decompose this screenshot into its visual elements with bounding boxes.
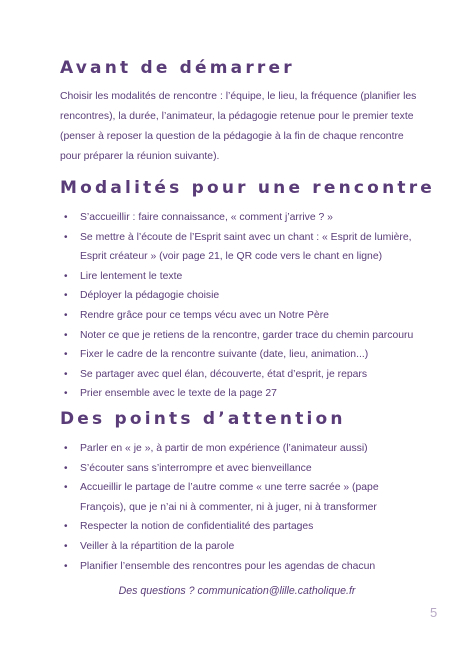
bullet-icon: • bbox=[64, 388, 68, 400]
list-item bbox=[60, 459, 425, 479]
bullet-icon: • bbox=[64, 270, 68, 282]
list-item bbox=[60, 478, 425, 517]
list-item-text: S’écouter sans s’interrompre et avec bienveillance bbox=[80, 462, 312, 474]
section-title-modalites: Modalités pour une rencontre bbox=[60, 178, 436, 198]
bullet-icon: • bbox=[64, 482, 68, 494]
list-item-text: Rendre grâce pour ce temps vécu avec un Notre Père bbox=[80, 309, 329, 321]
list-item-text: Accueillir le partage de l’autre comme « une terre sacrée » (pape François), que je n’ai ni à commenter, ni à juger, ni à transformer bbox=[80, 482, 379, 513]
bullet-icon: • bbox=[64, 212, 68, 223]
list-item bbox=[60, 286, 425, 306]
bullet-icon: • bbox=[64, 368, 68, 380]
bullet-icon: • bbox=[64, 462, 68, 474]
bullet-icon: • bbox=[64, 231, 68, 243]
bullet-icon: • bbox=[64, 349, 68, 361]
list-item bbox=[60, 537, 425, 557]
list-item-text: Se partager avec quel élan, découverte, état d’esprit, je repars bbox=[80, 368, 368, 380]
list-item bbox=[60, 384, 425, 404]
list-item-text: Noter ce que je retiens de la rencontre, garder trace du chemin parcouru bbox=[80, 329, 414, 341]
list-item-text: Parler en « je », à partir de mon expérience (l’animateur aussi) bbox=[80, 443, 368, 454]
list-item bbox=[60, 326, 425, 346]
list-item-text: Lire lentement le texte bbox=[80, 270, 183, 282]
list-item bbox=[60, 228, 425, 267]
section-text-avant-de-demarrer: Choisir les modalités de rencontre : l’équipe, le lieu, la fréquence (planifier les rencontres), la durée, l’animateur, la pédagogie retenue pour le premier texte (penser à reposer la question de la pédagogie à la fin de chaque rencontre pour préparer la réunion suivante). bbox=[60, 91, 417, 162]
bullet-icon: • bbox=[64, 309, 68, 321]
list-item bbox=[60, 365, 425, 385]
modalites-list bbox=[60, 208, 425, 404]
bullet-icon: • bbox=[64, 521, 68, 533]
bullet-icon: • bbox=[64, 329, 68, 341]
list-item-text: Prier ensemble avec le texte de la page 27 bbox=[80, 388, 277, 400]
bullet-icon: • bbox=[64, 290, 68, 302]
bullet-icon: • bbox=[64, 443, 68, 454]
section-title-avant-de-demarrer: Avant de démarrer bbox=[60, 58, 295, 78]
page-number: 5 bbox=[430, 605, 438, 620]
list-item bbox=[60, 208, 425, 228]
section-title-points-attention: Des points d’attention bbox=[60, 409, 346, 429]
list-item bbox=[60, 557, 425, 577]
list-item-text: Se mettre à l’écoute de l’Esprit saint avec un chant : « Esprit de lumière, Esprit créateur » (voir page 21, le QR code vers le chant en ligne) bbox=[80, 231, 412, 263]
list-item-text: Planifier l’ensemble des rencontres pour les agendas de chacun bbox=[80, 560, 376, 572]
list-item-text: Veiller à la répartition de la parole bbox=[80, 540, 235, 552]
list-item-text: Respecter la notion de confidentialité des partages bbox=[80, 521, 314, 533]
list-item-text: Fixer le cadre de la rencontre suivante (date, lieu, animation...) bbox=[80, 349, 369, 361]
bullet-icon: • bbox=[64, 560, 68, 572]
list-item bbox=[60, 345, 425, 365]
contact-line: Des questions ? communication@lille.catholique.fr bbox=[118, 585, 356, 597]
list-item bbox=[60, 306, 425, 326]
list-item bbox=[60, 517, 425, 537]
list-item-text: S’accueillir : faire connaissance, « comment j’arrive ? » bbox=[80, 212, 333, 223]
list-item bbox=[60, 267, 425, 287]
bullet-icon: • bbox=[64, 540, 68, 552]
points-list bbox=[60, 439, 425, 576]
list-item bbox=[60, 439, 425, 459]
list-item-text: Déployer la pédagogie choisie bbox=[80, 290, 220, 302]
